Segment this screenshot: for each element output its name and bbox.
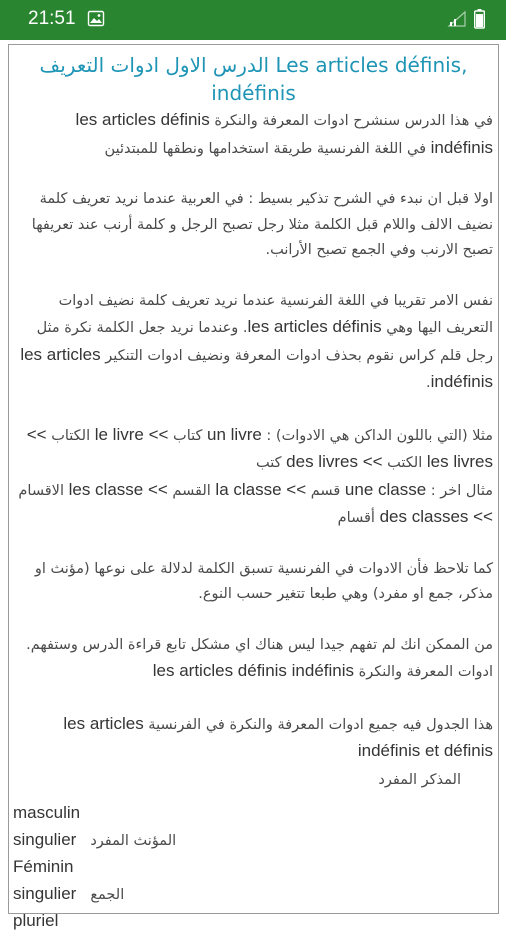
arabic-text: الاقسام: [18, 482, 69, 499]
arabic-text: ادوات المعرفة والنكرة: [354, 664, 493, 680]
french-term: les articles définis indéfinis: [152, 661, 355, 680]
french-term: >> la classe: [215, 479, 307, 499]
arabic-text: قسم: [306, 482, 345, 499]
image-notification-icon: [88, 11, 104, 26]
lesson-body: [13, 107, 493, 935]
french-term: les articles définis: [247, 317, 382, 336]
paragraph: [13, 107, 493, 162]
battery-icon: [474, 9, 485, 29]
paragraph: [13, 187, 493, 264]
arabic-text: الكتب: [382, 455, 427, 471]
table-row: [13, 854, 493, 881]
paragraph: [13, 289, 493, 397]
arabic-text: . وعندما نريد جعل الكلمة نكرة مثل رجل قلم كراس نقوم بحذف ادوات المعرفة ونضيف ادوات التنكير: [36, 320, 493, 364]
table-cell-fr: Féminin: [13, 856, 74, 876]
table-row: [13, 881, 493, 908]
table-row: [13, 908, 493, 935]
arabic-text: .: [426, 375, 431, 391]
arabic-text: اولا قبل ان نبدء في الشرح تذكير بسيط : في العربية عندما نريد تعريف كلمة نضيف الالف واللام قبل الكلمة مثلا رجل تصبح الرجل و كلمة أرنب عند تعريفها تصبح الارنب وفي الجمع تصبح الأرانب.: [31, 191, 493, 258]
french-term: >> les classe: [68, 479, 168, 499]
arabic-text: نفس الامر تقريبا في اللغة الفرنسية عندما نريد تعريف كلمة نضيف ادوات التعريف اليها وهي: [58, 292, 493, 336]
table-header: المذكر المفرد: [378, 771, 461, 788]
examples: [13, 422, 493, 532]
arabic-text: القسم: [167, 482, 216, 499]
french-term: >> les livres: [26, 424, 493, 471]
french-term: >> le livre: [94, 424, 169, 444]
french-term: un livre: [207, 424, 262, 444]
example-paragraph: [13, 477, 493, 532]
french-term: les articles indéfinis: [20, 344, 493, 391]
french-term: les articles indéfinis et définis: [63, 713, 493, 760]
note-paragraph: [13, 633, 493, 659]
intro-paragraphs: [13, 107, 493, 397]
french-term: une classe: [344, 479, 427, 499]
status-time: 21:51: [28, 8, 76, 29]
arabic-text: كما تلاحظ فأن الادوات في الفرنسية تسبق الكلمة لدلالة على نوعها (مؤنث او مذكر، جمع او مفرد) وهي طبعا تتغير حسب النوع.: [34, 560, 493, 602]
arabic-text: كتاب: [168, 427, 208, 444]
articles-table: [13, 800, 493, 935]
table-row: [13, 800, 493, 827]
table-row: [13, 827, 493, 854]
lesson-title: الدرس الاول ادوات التعريف Les articles définis, indéfinis: [39, 53, 468, 105]
arabic-text: من الممكن انك لم تفهم جيدا ليس هناك اي مشكل تابع قراءة الدرس وستفهم.: [26, 636, 493, 653]
table-cell-fr: singulier: [13, 883, 77, 903]
table-cell-ar: الجمع: [90, 886, 125, 903]
arabic-text: أقسام: [337, 510, 380, 526]
summary-line: [13, 658, 493, 686]
arabic-text: كتب: [256, 455, 287, 471]
lesson-content[interactable]: [8, 44, 499, 930]
french-term: >> des classes: [379, 507, 493, 526]
arabic-text: مثال اخر :: [426, 482, 493, 499]
note-paragraph: [13, 557, 493, 608]
signal-icon: [448, 11, 466, 27]
table-cell-fr: pluriel: [13, 910, 59, 930]
french-term: les articles définis indéfinis: [75, 110, 493, 157]
arabic-text: مثلا (التي باللون الداكن هي الادوات) :: [261, 427, 493, 444]
example-paragraph: [13, 422, 493, 477]
table-cell-ar: المؤنث المفرد: [90, 832, 177, 849]
french-term: >> des livres: [286, 452, 383, 471]
table-cell-fr: masculin: [13, 802, 81, 822]
arabic-text: الكتاب: [46, 427, 95, 444]
status-bar: [0, 0, 506, 40]
arabic-text: هذا الجدول فيه جميع ادوات المعرفة والنكرة في الفرنسية: [143, 716, 493, 733]
arabic-text: في هذا الدرس سنشرح ادوات المعرفة والنكرة: [209, 113, 493, 129]
arabic-text: في اللغة الفرنسية طريقة استخدامها ونطقها للمبتدئين: [104, 140, 431, 157]
table-intro: [13, 711, 493, 766]
table-cell-fr: singulier: [13, 829, 77, 849]
